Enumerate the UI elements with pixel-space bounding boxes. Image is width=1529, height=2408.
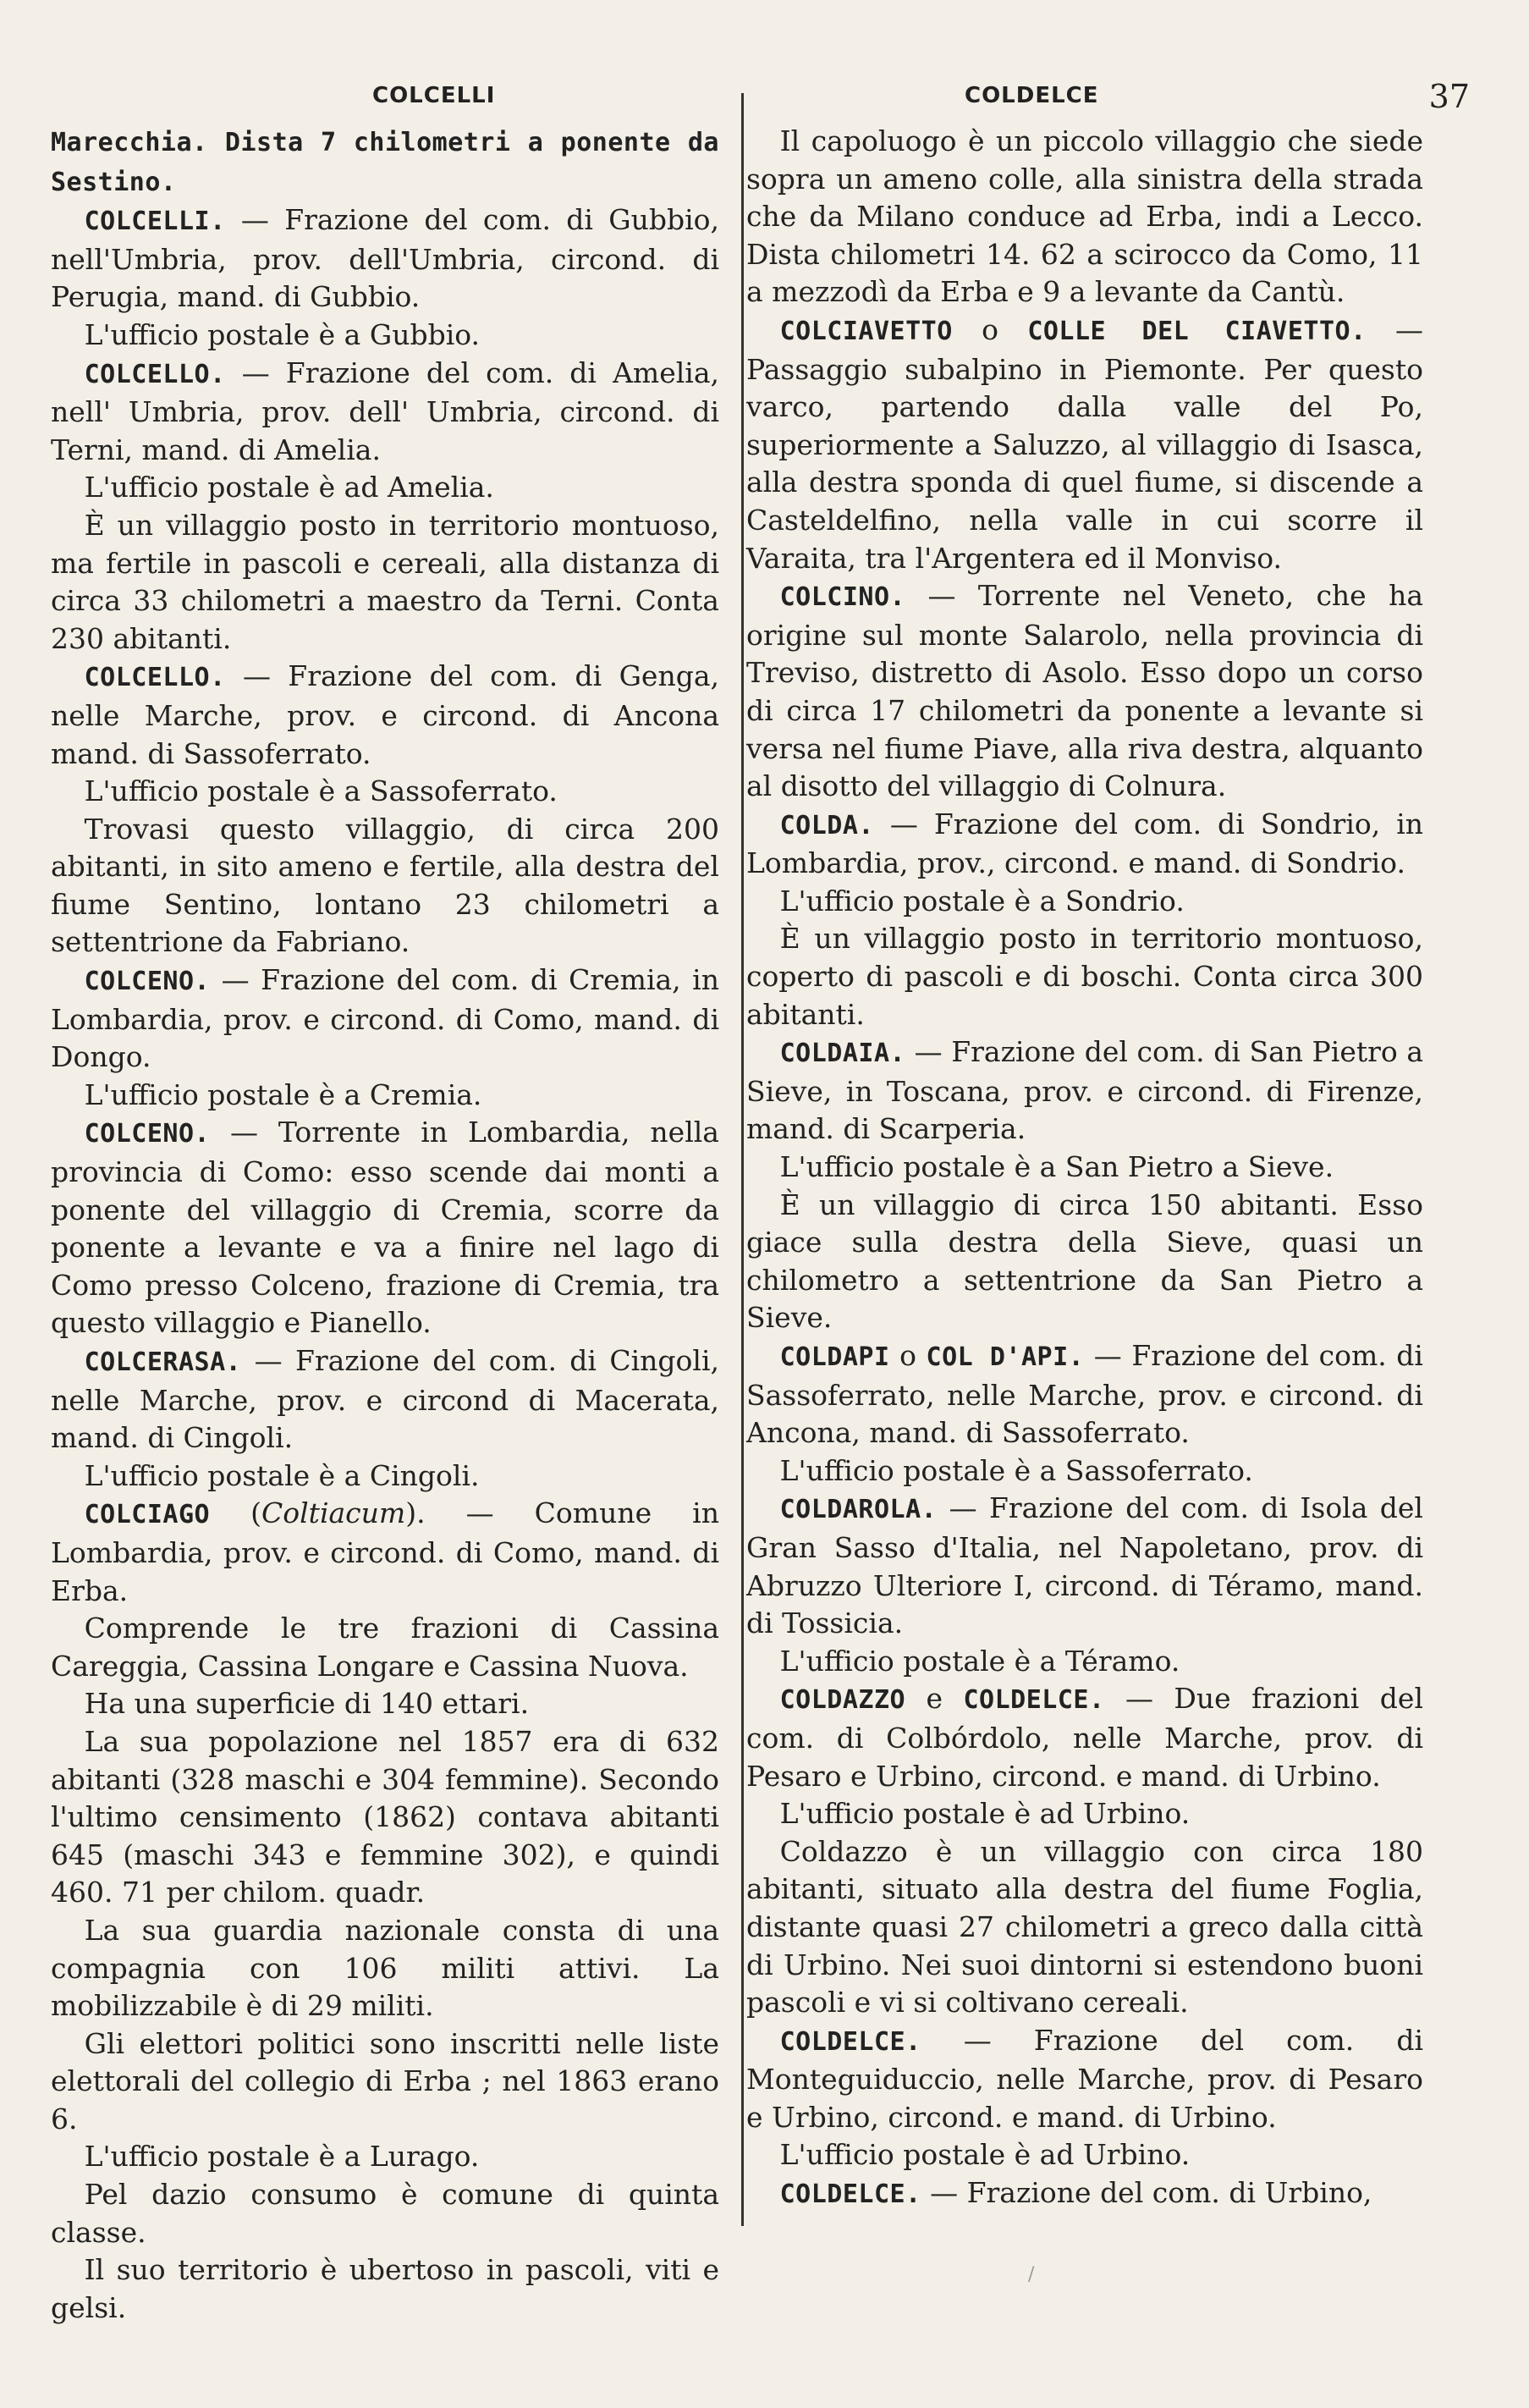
entry-text: L'ufficio postale è a Sassoferrato.: [84, 774, 558, 808]
entry-colcello-genga: COLCELLO. — Frazione del com. di Genga, nelle Marche, prov. e circond. di Ancona mand. di Sassoferrato.: [51, 659, 719, 770]
entry-text: L'ufficio postale è ad Urbino.: [779, 2138, 1191, 2172]
entry-text: L'ufficio postale è a Cingoli.: [84, 1458, 480, 1492]
entry-colceno-torrente: COLCENO. — Torrente in Lombardia, nella provincia di Como: esso scende dai monti a ponente del villaggio di Cremia, scorre da ponente a levante e va a finire nel lago di Como presso Colceno, frazione di Cremia, tra questo villaggio e Pianello.: [51, 1116, 719, 1340]
entry-colciavetto: COLCIAVETTO o COLLE DEL CIAVETTO. — Passaggio subalpino in Piemonte. Per questo varco, partendo dalla valle del Po, superiormente a Saluzzo, al villaggio di Isasca, alla destra sponda di quel fiume, si discende a Casteldelfino, nella valle in cui scorre il Varaita, tra l'Argentera ed il Monviso.: [746, 312, 1423, 575]
entry-heading: COLCENO.: [84, 1119, 211, 1149]
entry-heading-alt: COLDELCE.: [963, 1685, 1105, 1716]
entry-heading: COLCENO.: [84, 967, 211, 997]
header-left-word: COLCELLI: [372, 83, 496, 108]
entry-text: Comprende le tre frazioni di Cassina Careggia, Cassina Longare e Cassina Nuova.: [51, 1612, 719, 1683]
entry-heading: COLCELLO.: [84, 359, 226, 389]
entry-coldelce-urbino: COLDELCE. — Frazione del com. di Urbino,: [779, 2176, 1372, 2210]
entry-text: L'ufficio postale è ad Urbino.: [779, 1797, 1191, 1831]
entry-colciago: COLCIAGO (Coltiacum). — Comune in Lombardia, prov. e circond. di Como, mand. di Erba.: [51, 1496, 719, 1607]
entry-heading: COLCELLI.: [84, 207, 226, 237]
entry-text: Trovasi questo villaggio, di circa 200 abitanti, in sito ameno e fertile, alla destra del fiume Sentino, lontano 23 chilometri a settentrione da Fabriano.: [51, 812, 719, 959]
entry-heading: COLDAIA.: [779, 1039, 906, 1069]
entry-text: Gli elettori politici sono inscritti nelle liste elettorali del collegio di Erba ; nel 1863 erano 6.: [51, 2026, 719, 2135]
entry-heading: COLCELLO.: [84, 663, 226, 693]
continuation-paragraph: Marecchia. Dista 7 chilometri a ponente da Sestino.: [51, 128, 719, 197]
entry-colcelli: COLCELLI. — Frazione del com. di Gubbio, nell'Umbria, prov. dell'Umbria, circond. di Perugia, mand. di Gubbio.: [51, 203, 719, 314]
column-divider: [741, 93, 744, 2226]
entry-heading: COLCERASA.: [84, 1347, 242, 1377]
entry-colcello-amelia: COLCELLO. — Frazione del com. di Amelia, nell' Umbria, prov. dell' Umbria, circond. di Terni, mand. di Amelia.: [51, 355, 719, 466]
footer-mark: /: [1028, 2264, 1035, 2285]
entry-coldelce-monteguiduccio: COLDELCE. — Frazione del com. di Monteguiduccio, nelle Marche, prov. di Pesaro e Urbino, circond. e mand. di Urbino.: [746, 2023, 1423, 2134]
entry-heading: COLCIAGO: [84, 1500, 211, 1530]
entry-heading: COLDA.: [779, 810, 874, 840]
entry-text: Pel dazio consumo è comune di quinta classe.: [51, 2178, 719, 2249]
entry-text: L'ufficio postale è a Sassoferrato.: [779, 1453, 1253, 1487]
entry-text: L'ufficio postale è a Gubbio.: [84, 317, 481, 351]
entry-text: È un villaggio di circa 150 abitanti. Esso giace sulla destra della Sieve, quasi un chilometro a settentrione da San Pietro a Sieve.: [746, 1187, 1423, 1335]
entry-text: L'ufficio postale è a San Pietro a Sieve.: [779, 1150, 1334, 1184]
entry-coldarola: COLDAROLA. — Frazione del com. di Isola del Gran Sasso d'Italia, nel Napoletano, prov. di Abruzzo Ulteriore I, circond. di Téramo, mand. di Tossicia.: [746, 1491, 1423, 1640]
entry-text: È un villaggio posto in territorio montuoso, coperto di pascoli e di boschi. Conta circa 300 abitanti.: [746, 922, 1423, 1031]
entry-text: L'ufficio postale è a Téramo.: [779, 1644, 1180, 1678]
page-number: 37: [1428, 78, 1470, 115]
entry-text: L'ufficio postale è ad Amelia.: [84, 471, 494, 504]
left-column: [51, 123, 719, 2327]
entry-text: L'ufficio postale è a Cremia.: [84, 1077, 482, 1111]
entry-text: Coldazzo è un villaggio con circa 180 abitanti, situato alla destra del fiume Foglia, distante quasi 27 chilometri a greco dalla città di Urbino. Nei suoi dintorni si estendono buoni pascoli e vi si coltivano cereali.: [746, 1834, 1423, 2020]
entry-text: Il suo territorio è ubertoso in pascoli, viti e gelsi.: [51, 2253, 719, 2324]
entry-heading-alt: COL D'API.: [926, 1342, 1085, 1372]
entry-coldazzo: COLDAZZO e COLDELCE. — Due frazioni del com. di Colbórdolo, nelle Marche, prov. di Pesaro e Urbino, circond. e mand. di Urbino.: [746, 1682, 1423, 1793]
latin-name: Coltiacum: [261, 1496, 406, 1530]
entry-heading: COLCIAVETTO: [779, 316, 953, 346]
entry-heading: COLDAZZO: [779, 1685, 906, 1716]
entry-coldapi: COLDAPI o COL D'API. — Frazione del com. di Sassoferrato, nelle Marche, prov. e circond. di Ancona, mand. di Sassoferrato.: [746, 1339, 1423, 1450]
entry-heading: COLDELCE.: [779, 2179, 921, 2210]
running-header: [51, 78, 1478, 125]
entry-text: La sua guardia nazionale consta di una compagnia con 106 militi attivi. La mobilizzabile è di 29 militi.: [51, 1913, 719, 2023]
entry-colcino: COLCINO. — Torrente nel Veneto, che ha origine sul monte Salarolo, nella provincia di Treviso, distretto di Asolo. Esso dopo un corso di circa 17 chilometri da ponente a levante si versa nel fiume Piave, alla riva destra, alquanto al disotto del villaggio di Colnura.: [746, 579, 1423, 803]
header-center-word: COLDELCE: [965, 83, 1099, 108]
entry-text: L'ufficio postale è a Lurago.: [84, 2140, 480, 2174]
continuation-paragraph: Il capoluogo è un piccolo villaggio che siede sopra un ameno colle, alla sinistra della strada che da Milano conduce ad Erba, indi a Lecco. Dista chilometri 14. 62 a scirocco da Como, 11 a mezzodì da Erba e 9 a levante da Cantù.: [746, 124, 1423, 309]
entry-heading: COLDAROLA.: [779, 1495, 938, 1525]
entry-text: È un villaggio posto in territorio montuoso, ma fertile in pascoli e cereali, alla distanza di circa 33 chilometri a maestro da Terni. Conta 230 abitanti.: [51, 508, 719, 655]
entry-heading: COLDAPI: [779, 1342, 890, 1372]
entry-colcerasa: COLCERASA. — Frazione del com. di Cingoli, nelle Marche, prov. e circond di Macerata, mand. di Cingoli.: [51, 1344, 719, 1455]
entry-text: Ha una superficie di 140 ettari.: [84, 1687, 530, 1721]
entry-colda: COLDA. — Frazione del com. di Sondrio, in Lombardia, prov., circond. e mand. di Sondrio.: [746, 807, 1423, 880]
entry-text: L'ufficio postale è a Sondrio.: [779, 884, 1185, 917]
entry-heading: COLCINO.: [779, 582, 906, 613]
entry-colceno-frazione: COLCENO. — Frazione del com. di Cremia, in Lombardia, prov. e circond. di Como, mand. di Dongo.: [51, 963, 719, 1074]
entry-heading: COLDELCE.: [779, 2026, 921, 2057]
right-column: [746, 123, 1423, 2214]
entry-heading-alt: COLLE DEL CIAVETTO.: [1027, 316, 1367, 346]
entry-coldaia: COLDAIA. — Frazione del com. di San Pietro a Sieve, in Toscana, prov. e circond. di Firenze, mand. di Scarperia.: [746, 1035, 1423, 1146]
entry-text: La sua popolazione nel 1857 era di 632 abitanti (328 maschi e 304 femmine). Secondo l'ultimo censimento (1862) contava abitanti 645 (maschi 343 e femmine 302), e quindi 460. 71 per chilom. quadr.: [51, 1724, 719, 1909]
